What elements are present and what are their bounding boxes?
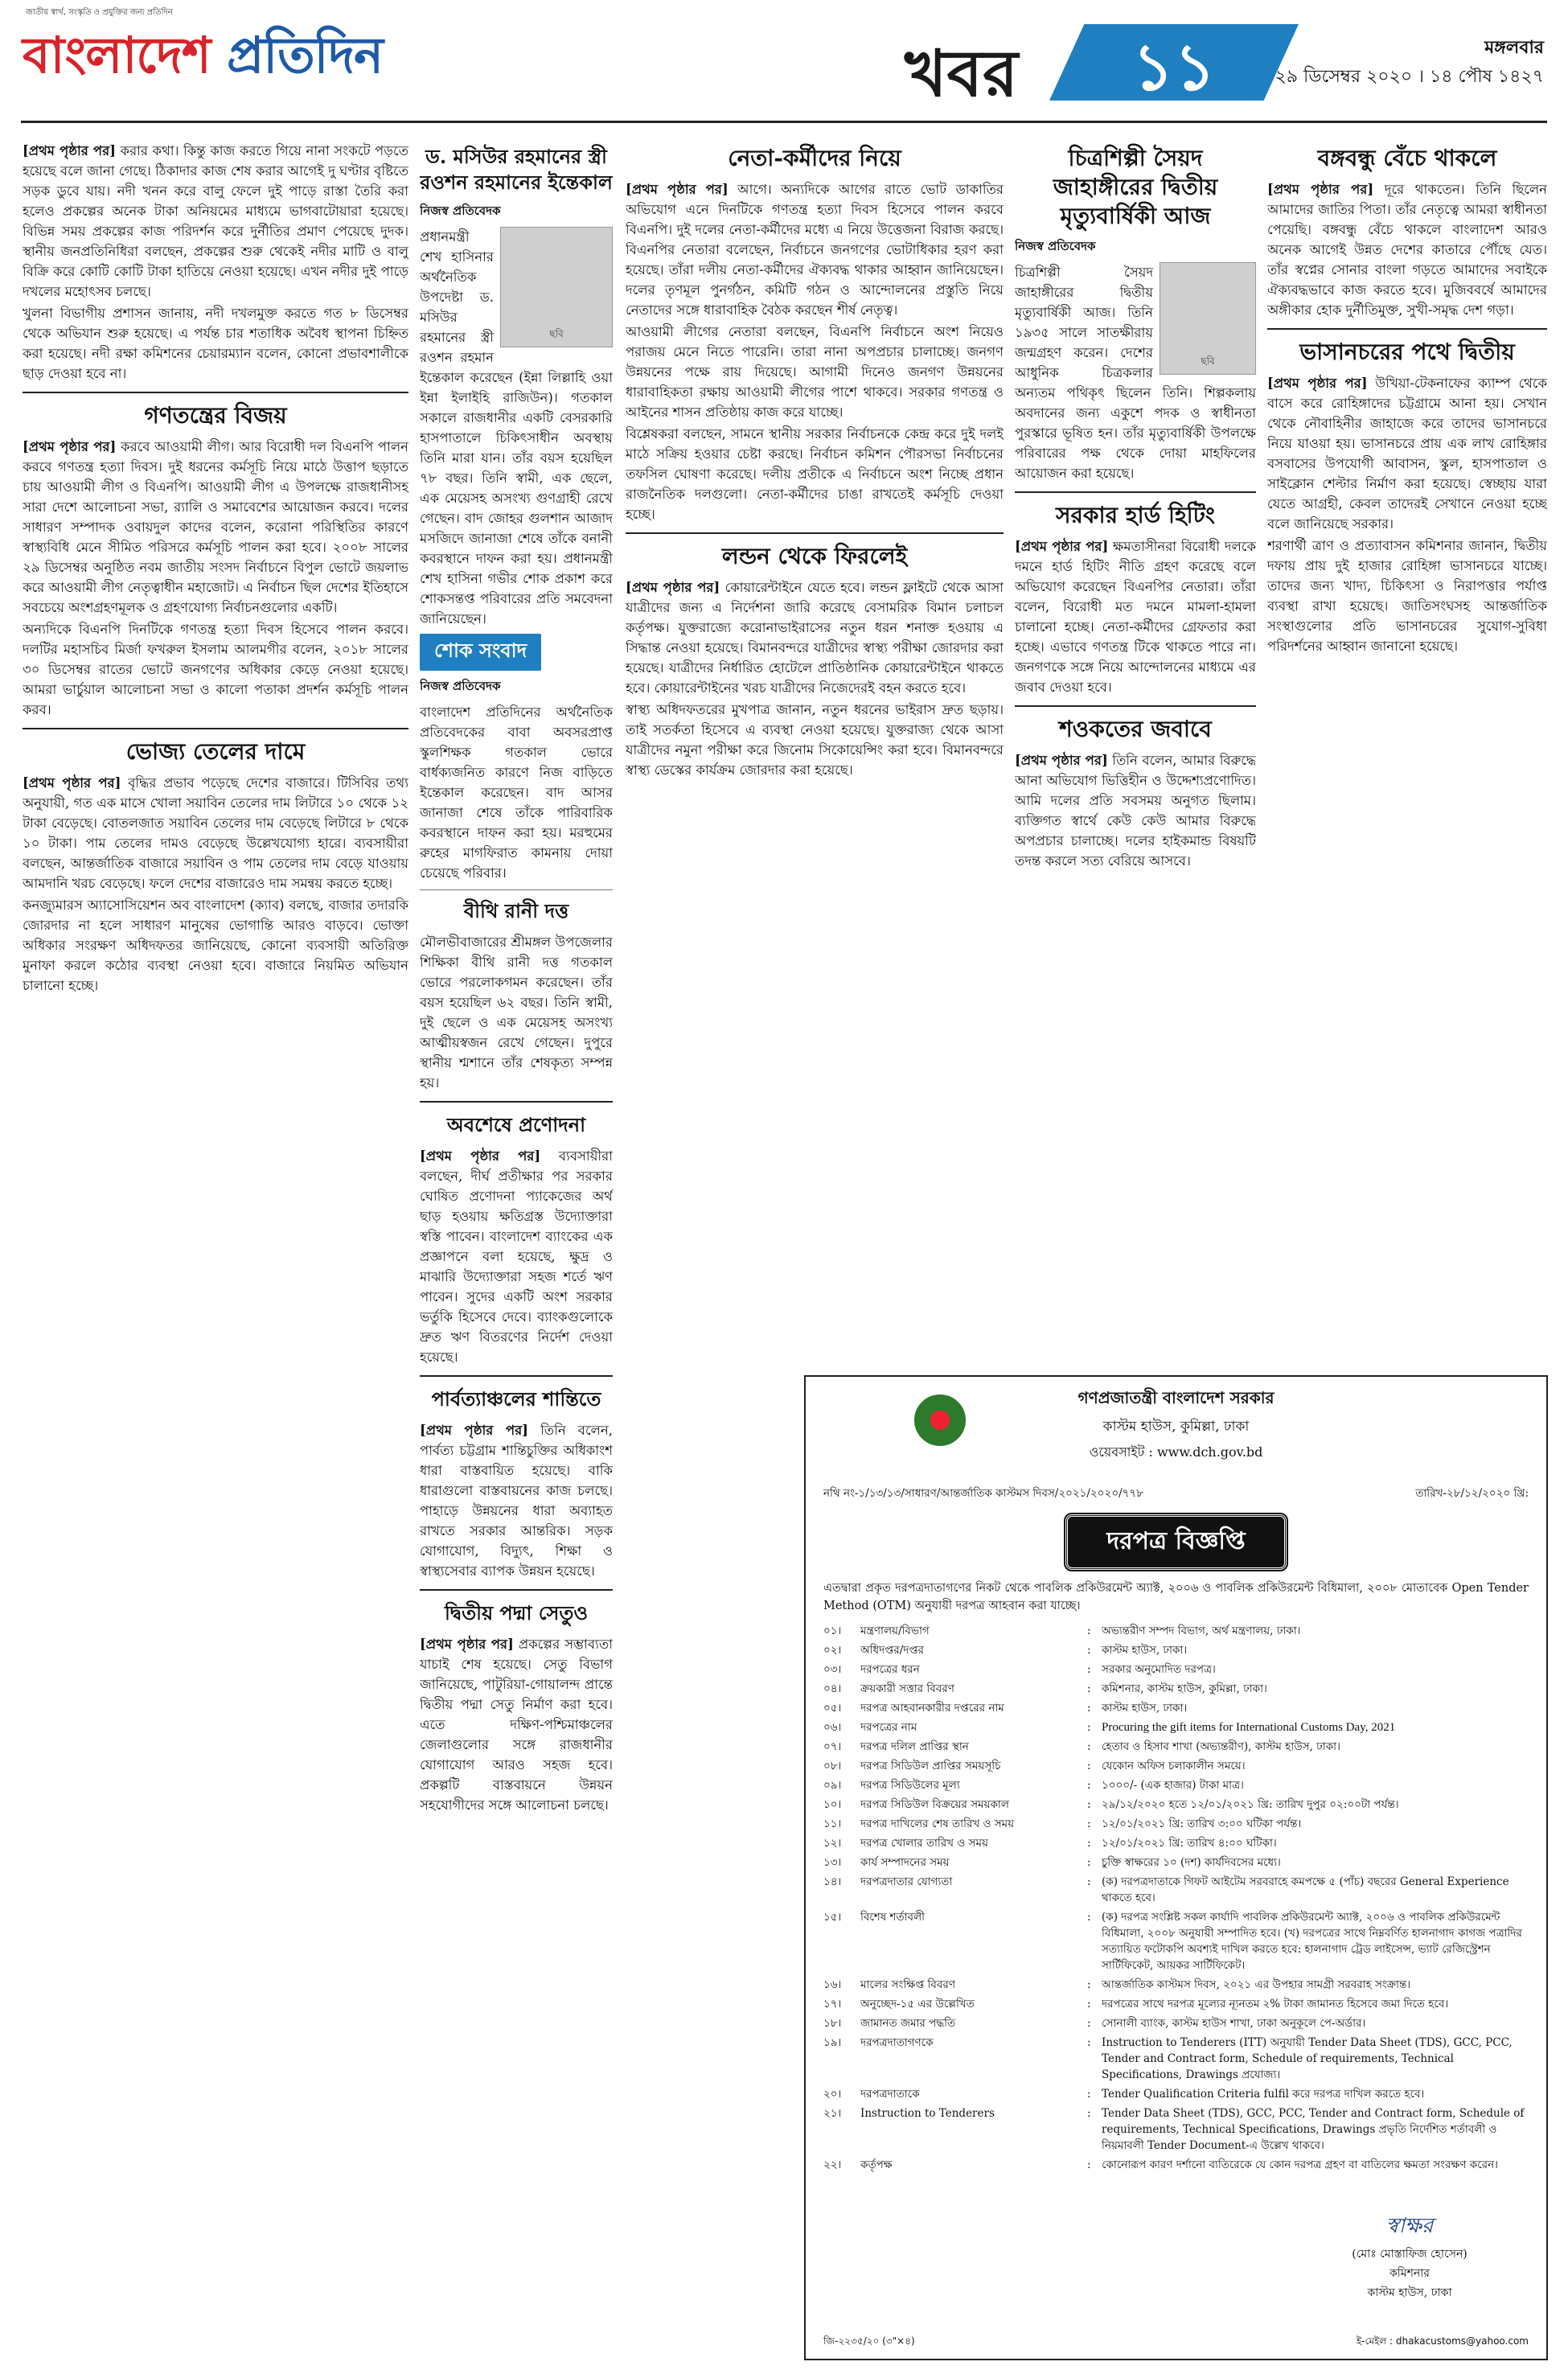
- continued-marker: [প্রথম পৃষ্ঠার পর]: [420, 1423, 528, 1438]
- article-body: অন্যদিকে বিএনপি দিনটিকে গণতন্ত্র হত্যা দিবস হিসেবে পালন করবে। দলটির মহাসচিব মির্জা ফখরুল ইসলাম আলমগীর বলেন, ২০১৮ সালের ৩০ ডিসেম্বর রাতের ভোটে জনগণের অধিকার কেড়ে নেওয়া হয়েছে। আমরা ভার্চুয়াল আলোচনা সভা ও কালো পতাকা প্রদর্শন কর্মসূচি পালন করব।: [23, 622, 408, 717]
- row-number: ২১।: [823, 2107, 842, 2120]
- row-label: দরপত্র সিডিউলের মূল্য: [860, 1779, 960, 1792]
- row-separator: :: [1087, 1978, 1091, 1991]
- article-headline[interactable]: বঙ্গবন্ধু বেঁচে থাকলে: [1317, 145, 1497, 171]
- tender-row: [823, 1994, 1529, 2014]
- row-number: ০৮।: [823, 1760, 842, 1772]
- row-label: অনুচ্ছেদ-১৫ এর উল্লেখিত: [860, 1998, 975, 2011]
- row-label: দরপত্র সিডিউল বিক্রয়ের সময়কাল: [860, 1798, 1009, 1811]
- continued-marker: [প্রথম পৃষ্ঠার পর]: [420, 1637, 514, 1652]
- column-1: [23, 141, 408, 2360]
- article-body: কনজ্যুমারস অ্যাসোসিয়েশন অব বাংলাদেশ (ক্যাব) বলছে, বাজার তদারকি জোরদার না হলে সাধারণ মানুষের ভোগান্তি আরও বাড়বে। ভোক্তা অধিকার সংরক্ষণ অধিদফতর জানিয়েছে, কোনো ব্যবসায়ী অতিরিক্ত মুনাফা করলে কঠোর ব্যবস্থা নেওয়া হবে। বাজারে নিয়মিত অভিযান চালানো হচ্ছে।: [23, 897, 408, 993]
- row-number: ০৫।: [823, 1702, 842, 1715]
- row-value: কাস্টম হাউস, ঢাকা।: [1102, 1644, 1188, 1657]
- tender-intro: এতদ্বারা প্রকৃত দরপত্রদাতাগণের নিকট থেকে পাবলিক প্রকিউরমেন্ট অ্যাক্ট, ২০০৬ ও পাবলিক প্রকিউরমেন্ট বিধিমালা, ২০০৮ মোতাবেক Open Tender Method (OTM) অনুযায়ী দরপত্র আহবান করা যাচ্ছে।: [823, 1582, 1529, 1612]
- article-divider: [1015, 705, 1256, 707]
- article-body: [1015, 536, 1256, 697]
- government-emblem-icon: [914, 1394, 966, 1446]
- tender-row: [823, 1872, 1529, 1908]
- article-text: প্রকল্পের সম্ভাব্যতা যাচাই শেষ হয়েছে। সেতু বিভাগ জানিয়েছে, পাটুরিয়া-গোয়ালন্দ প্রান্তে দ্বিতীয় পদ্মা সেতু নির্মাণ করা হবে। এতে দক্ষিণ-পশ্চিমাঞ্চলের জেলাগুলোর সঙ্গে রাজধানীর যোগাযোগ আরও সহজ হবে। প্রকল্পটি বাস্তবায়নে উন্নয়ন সহযোগীদের সঙ্গে আলোচনা চলছে।: [420, 1637, 613, 1813]
- row-separator: :: [1087, 1837, 1091, 1850]
- article-body: শরণার্থী ত্রাণ ও প্রত্যাবাসন কমিশনার জানান, দ্বিতীয় দফায় প্রায় দুই হাজার রোহিঙ্গা ভাসানচরে যাচ্ছে। তাদের জন্য খাদ্য, চিকিৎসা ও নিরাপত্তার পর্যাপ্ত ব্যবস্থা রাখা হয়েছে। জাতিসংঘসহ আন্তর্জাতিক সংস্থাগুলোর প্রতি ভাসানচরের সুযোগ-সুবিধা পরিদর্শনের আহ্বান জানানো হয়েছে।: [1267, 538, 1547, 654]
- tender-title: দরপত্র বিজ্ঞপ্তি: [1065, 1514, 1286, 1570]
- article-body: [1015, 750, 1256, 871]
- row-separator: :: [1087, 1998, 1091, 2011]
- row-number: ০৩।: [823, 1663, 842, 1676]
- article-divider: [626, 532, 1004, 534]
- article-headline[interactable]: দ্বিতীয় পদ্মা সেতুও: [444, 1601, 589, 1624]
- article-headline[interactable]: ড. মসিউর রহমানের স্ত্রী রওশন রহমানের ইন্তেকাল: [420, 145, 613, 194]
- tender-reference-row: [823, 1485, 1529, 1503]
- article-body: খুলনা বিভাগীয় প্রশাসন জানায়, নদী দখলমুক্ত করতে গত ৮ ডিসেম্বর থেকে অভিযান শুরু হয়েছে। এ পর্যন্ত চার শতাধিক অবৈধ স্থাপনা চিহ্নিত করা হয়েছে। নদী রক্ষা কমিশনের চেয়ারম্যান বলেন, কোনো প্রভাবশালীকে ছাড় দেওয়া হবে না।: [23, 306, 408, 381]
- row-value: Tender Qualification Criteria fulfil করে দরপত্র দাখিল করতে হবে।: [1102, 2088, 1425, 2101]
- article-text: উখিয়া-টেকনাফের ক্যাম্প থেকে বাসে করে রোহিঙ্গাদের চট্টগ্রামে আনা হয়। সেখান থেকে নৌবাহিনীর জাহাজে করে তাদের ভাসানচরে নিয়ে যাওয়া হয়। ভাসানচরে প্রায় এক লাখ রোহিঙ্গার বসবাসের উপযোগী আবাসন, স্কুল, হাসপাতাল ও সাইক্লোন শেল্টার নির্মাণ করা হয়েছে। স্বেচ্ছায় যারা যেতে আগ্রহী, কেবল তাদেরই সেখানে নেওয়া হচ্ছে বলে জানিয়েছে সরকার।: [1267, 376, 1547, 532]
- row-value: আন্তর্জাতিক কাস্টমস দিবস, ২০২১ এর উপহার সামগ্রী সরবরাহ সংক্রান্ত।: [1102, 1978, 1411, 1991]
- signature-mark: স্বাক্ষর: [1385, 2214, 1434, 2238]
- row-separator: :: [1087, 1911, 1091, 1924]
- tender-row: [823, 1776, 1529, 1795]
- continued-marker: [প্রথম পৃষ্ঠার পর]: [23, 143, 116, 158]
- row-number: ২২।: [823, 2158, 842, 2171]
- row-label: দরপত্র দাখিলের শেষ তারিখ ও সময়: [860, 1817, 1015, 1830]
- continued-marker: [প্রথম পৃষ্ঠার পর]: [1015, 539, 1109, 554]
- row-value: অভ্যন্তরীণ সম্পদ বিভাগ, অর্থ মন্ত্রণালয়, ঢাকা।: [1102, 1624, 1301, 1637]
- article-divider: [23, 728, 408, 729]
- tender-row: [823, 1795, 1529, 1814]
- column-4: [1015, 141, 1256, 1363]
- article-divider: [23, 392, 408, 393]
- tender-row: [823, 2033, 1529, 2084]
- row-separator: :: [1087, 1798, 1091, 1811]
- row-separator: :: [1087, 1856, 1091, 1869]
- row-label: Instruction to Tenderers: [860, 2107, 995, 2120]
- article-text: ক্ষমতাসীনরা বিরোধী দলকে দমনে হার্ড হিটিং নীতি গ্রহণ করেছে বলে অভিযোগ করেছেন বিএনপির নেতারা। তাঁরা বলেন, বিরোধী মত দমনে মামলা-হামলা চালানো হচ্ছে। নেতা-কর্মীদের গ্রেফতার করা হচ্ছে। এভাবে গণতন্ত্র টিকে থাকতে পারে না। জনগণকে সঙ্গে নিয়ে আন্দোলনের মাধ্যমে এর জবাব দেওয়া হবে।: [1015, 539, 1256, 695]
- byline: নিজস্ব প্রতিবেদক: [1015, 239, 1096, 253]
- tender-row: [823, 2084, 1529, 2104]
- section-label: শোক সংবাদ: [420, 634, 541, 671]
- tender-office: কাস্টম হাউস, কুমিল্লা, ঢাকা: [1102, 1419, 1250, 1435]
- row-separator: :: [1087, 1779, 1091, 1792]
- row-number: ১৭।: [823, 1998, 842, 2011]
- row-value: দরপত্রের সাথে দরপত্র মূল্যের ন্যূনতম ২% টাকা জামানত হিসেবে জমা দিতে হবে।: [1102, 1998, 1449, 2011]
- row-number: ১৯।: [823, 2036, 842, 2049]
- row-separator: :: [1087, 1760, 1091, 1772]
- row-value: চুক্তি স্বাক্ষরের ১০ (দশ) কার্যদিবসের মধ্যে।: [1102, 1856, 1281, 1869]
- article-headline[interactable]: শওকতের জবাবে: [1059, 716, 1212, 742]
- row-value: ১২/০১/২০২১ খ্রি: তারিখ ৪:০০ ঘটিকা।: [1102, 1837, 1277, 1850]
- section-title: খবর: [905, 35, 1019, 111]
- row-label: বিশেষ শর্তাবলী: [860, 1911, 925, 1924]
- row-label: দরপত্র সিডিউল প্রাপ্তির সময়সূচি: [860, 1760, 1001, 1772]
- article-body: মৌলভীবাজারের শ্রীমঙ্গল উপজেলার শিক্ষিকা বীথি রানী দত্ত গতকাল ভোরে পরলোকগমন করেছেন। তাঁর বয়স হয়েছিল ৬২ বছর। তিনি স্বামী, দুই ছেলে ও এক মেয়েসহ অসংখ্য আত্মীয়স্বজন রেখে গেছেন। দুপুরে স্থানীয় শ্মশানে তাঁর শেষকৃত্য সম্পন্ন হয়।: [420, 934, 613, 1090]
- tender-website[interactable]: ওয়েবসাইট : www.dch.gov.bd: [1089, 1444, 1263, 1460]
- row-number: ০৪।: [823, 1682, 842, 1695]
- article-body: [420, 1146, 613, 1367]
- row-label: অধিদপ্তর/দপ্তর: [860, 1644, 924, 1657]
- row-label: দরপত্রদাতাকে: [860, 2088, 920, 2101]
- row-separator: :: [1087, 1721, 1091, 1734]
- article-headline[interactable]: ভোজ্য তেলের দামে: [125, 738, 306, 765]
- row-number: ০৭।: [823, 1740, 842, 1753]
- row-value: সরকার অনুমোদিত দরপত্র।: [1102, 1663, 1216, 1676]
- row-label: কার্য সম্পাদনের সময়: [860, 1856, 950, 1869]
- row-separator: :: [1087, 2088, 1091, 2101]
- tender-ad-code: জি-২২৩৫/২০ (৩"×৪): [823, 2335, 915, 2347]
- tender-title-wrap: [823, 1514, 1529, 1570]
- row-value: Instruction to Tenderers (ITT) অনুযায়ী Tender Data Sheet (TDS), GCC, PCC, Tender and Contract form, Schedule of requirements, Technical Specifications, Drawings প্রযোজ্য।: [1102, 2036, 1513, 2081]
- tender-email[interactable]: ই-মেইল : dhakacustoms@yahoo.com: [1356, 2335, 1529, 2347]
- article-body: [23, 141, 408, 302]
- article-body: [1267, 373, 1547, 534]
- masthead-divider: [21, 121, 1547, 123]
- article-divider: [420, 1375, 613, 1377]
- row-separator: :: [1087, 1624, 1091, 1637]
- tender-row: [823, 1660, 1529, 1679]
- row-label: মালের সংক্ষিপ্ত বিবরণ: [860, 1978, 956, 1991]
- tender-table: [823, 1621, 1529, 2175]
- issue-date: ২৯ ডিসেম্বর ২০২০ । ১৪ পৌষ ১৪২৭: [1275, 67, 1544, 87]
- row-value: সোনালী ব্যাংক, কাস্টম হাউস শাখা, ঢাকা অনুকূলে পে-অর্ডার।: [1102, 2017, 1366, 2030]
- masthead: [0, 0, 1568, 133]
- continued-marker: [প্রথম পৃষ্ঠার পর]: [1267, 182, 1374, 197]
- row-separator: :: [1087, 2158, 1091, 2171]
- article-headline[interactable]: লন্ডন থেকে ফিরলেই: [721, 543, 908, 569]
- article-headline[interactable]: সরকার হার্ড হিটিং: [1056, 502, 1215, 528]
- article-divider: [420, 1101, 613, 1103]
- article-body: আওয়ামী লীগের নেতারা বলছেন, বিএনপি নির্বাচনে অংশ নিয়েও পরাজয় মেনে নিতে পারেনি। তারা নানা অপপ্রচার চালাচ্ছে। জনগণ উন্নয়নের পক্ষে রায় দিয়েছে। আগামী দিনেও জনগণ উন্নয়নের ধারাবাহিকতা রক্ষায় আওয়ামী লীগের পাশে থাকবে। সরকার গণতন্ত্র ও আইনের শাসন প্রতিষ্ঠায় কাজ করে যাচ্ছে।: [626, 324, 1004, 420]
- page-number: ১১: [1132, 29, 1216, 105]
- article-divider: [420, 889, 613, 890]
- row-number: ০২।: [823, 1644, 842, 1657]
- article-body: [23, 437, 408, 618]
- article-text: তিনি বলেন, পার্বত্য চট্টগ্রাম শান্তিচুক্তির অধিকাংশ ধারা বাস্তবায়িত হয়েছে। বাকি ধারাগুলো বাস্তবায়নের কাজ চলছে। পাহাড়ে উন্নয়নের ধারা অব্যাহত রাখতে সরকার আন্তরিক। সড়ক যোগাযোগ, বিদ্যুৎ, শিক্ষা ও স্বাস্থ্যসেবার ব্যাপক উন্নয়ন হয়েছে।: [420, 1423, 613, 1579]
- tender-signature-block: [1305, 2209, 1514, 2302]
- row-number: ১১।: [823, 1817, 842, 1830]
- row-number: ০৯।: [823, 1779, 842, 1792]
- row-number: ১০।: [823, 1798, 842, 1811]
- continued-marker: [প্রথম পৃষ্ঠার পর]: [420, 1148, 541, 1164]
- row-value: (ক) দরপত্রদাতাকে গিফট আইটেম সরবরাহে কমপক্ষে ৫ (পাঁচ) বছরের General Experience থাকতে হবে।: [1102, 1875, 1509, 1904]
- row-number: ২০।: [823, 2088, 842, 2101]
- article-text: কোয়ারেন্টাইনে যেতে হবে। লন্ডন ফ্লাইটে থেকে আসা যাত্রীদের জন্য এ নির্দেশনা জারি করেছে বেসামরিক বিমান চলাচল কর্তৃপক্ষ। যুক্তরাজ্যে করোনাভাইরাসের নতুন ধরন শনাক্ত হওয়ায় এ সিদ্ধান্ত নেওয়া হয়েছে। বিমানবন্দরে যাত্রীদের স্বাস্থ্য পরীক্ষা জোরদার করা হয়েছে। যাত্রীদের নির্ধারিত হোটেলে প্রাতিষ্ঠানিক কোয়ারেন্টাইনে থাকতে হবে। কোয়ারেন্টাইনের খরচ যাত্রীদের নিজেদেরই বহন করতে হবে।: [626, 580, 1004, 696]
- tender-row: [823, 1814, 1529, 1834]
- row-label: দরপত্রদাতাগণকে: [860, 2036, 934, 2049]
- tender-row: [823, 1679, 1529, 1698]
- tender-reference: নথি নং-১/১৩/১৩/সাধারণ/আন্তর্জাতিক কাস্টমস দিবস/২০২১/২০২০/৭৭৮: [823, 1487, 1143, 1500]
- article-text: আগে। অন্যদিকে আগের রাতে ভোট ডাকাতির অভিযোগ এনে দিনটিকে গণতন্ত্র হত্যা দিবস হিসেবে পালন করবে বিএনপি। দুই দলের নেতা-কর্মীদের মধ্যে এ নিয়ে উত্তেজনা বিরাজ করছে। বিএনপির নেতারা বলেছেন, নির্বাচনে জনগণের ভোটাধিকার হরণ করা হয়েছে। তাঁরা দলীয় নেতা-কর্মীদের ঐক্যবদ্ধ থাকার আহ্বান জানিয়েছেন। দলের তৃণমূল পুনর্গঠন, কমিটি গঠন ও আন্দোলনের প্রস্তুতি নিয়ে নেতাদের সঙ্গে ধারাবাহিক বৈঠক করছেন শীর্ষ নেতৃত্ব।: [626, 182, 1004, 318]
- row-value: Tender Data Sheet (TDS), GCC, PCC, Tender and Contract form, Schedule of requirements, Technical Specifications, Drawings প্রভৃতি নির্দেশিত শর্তাবলী ও নিয়মাবলী Tender Document-এ উল্লেখ থাকবে।: [1102, 2107, 1525, 2152]
- row-number: ১৩।: [823, 1856, 842, 1869]
- article-headline[interactable]: ভাসানচরের পথে দ্বিতীয়: [1299, 339, 1515, 365]
- continued-marker: [প্রথম পৃষ্ঠার পর]: [23, 775, 121, 791]
- article-body: চিত্রশিল্পী সৈয়দ জাহাঙ্গীরের দ্বিতীয় মৃত্যুবার্ষিকী আজ। তিনি ১৯৩৫ সালে সাতক্ষীরায় জন্মগ্রহণ করেন। দেশের আধুনিক চিত্রকলার অন্যতম পথিকৃৎ ছিলেন তিনি। শিল্পকলায় অবদানের জন্য একুশে পদক ও স্বাধীনতা পুরস্কারে ভূষিত হন। তাঁর মৃত্যুবার্ষিকী উপলক্ষে পরিবারের পক্ষ থেকে দোয়া মাহফিলের আয়োজন করা হয়েছে।: [1015, 265, 1256, 481]
- byline: নিজস্ব প্রতিবেদক: [420, 679, 501, 693]
- tender-row: [823, 1908, 1529, 1975]
- brand-tagline: জাতীয় স্বার্থ, সংস্কৃতি ও প্রযুক্তির জন্য প্রতিদিন: [26, 8, 173, 17]
- column-5: [1267, 141, 1547, 1363]
- continued-marker: [প্রথম পৃষ্ঠার পর]: [1015, 753, 1108, 768]
- row-separator: :: [1087, 1817, 1091, 1830]
- continued-marker: [প্রথম পৃষ্ঠার পর]: [626, 182, 729, 197]
- row-value: যেকোন অফিস চলাকালীন সময়ে।: [1102, 1760, 1246, 1772]
- row-value: (ক) দরপত্র সংশ্লিষ্ট সকল কার্যাদি পাবলিক প্রকিউরমেন্ট অ্যাক্ট, ২০০৬ ও পাবলিক প্রকিউরমেন্ট বিধিমালা, ২০০৮ অনুযায়ী সম্পাদিত হবে। (খ) দরপত্রের সাথে নিম্নবর্ণিত হালনাগাদ কাগজ পত্রাদির সত্যায়িত ফটোকপি অবশ্যই দাখিল করতে হবে: হালনাগাদ ট্রেড লাইসেন্স, ভ্যাট রেজিস্ট্রেশন সার্টিফিকেট, আয়কর সার্টিফিকেট।: [1102, 1911, 1522, 1972]
- row-number: ০৬।: [823, 1721, 842, 1734]
- byline: নিজস্ব প্রতিবেদক: [420, 203, 501, 218]
- logo-first-word: বাংলাদেশ: [23, 26, 211, 84]
- article-body: স্বাস্থ্য অধিদফতরের মুখপাত্র জানান, নতুন ধরনের ভাইরাস দ্রুত ছড়ায়। তাই সতর্কতা হিসেবে এ ব্যবস্থা নেওয়া হয়েছে। যুক্তরাজ্য থেকে আসা যাত্রীদের নমুনা পরীক্ষা করে জিনোম সিকোয়েন্সিং করা হবে। বিমানবন্দরে স্বাস্থ্য ডেস্কের কার্যক্রম জোরদার করা হয়েছে।: [626, 702, 1004, 778]
- article-body: বাংলাদেশ প্রতিদিনের অর্থনৈতিক প্রতিবেদকের বাবা অবসরপ্রাপ্ত স্কুলশিক্ষক গতকাল ভোরে বার্ধক্যজনিত কারণে নিজ বাড়িতে ইন্তেকাল করেছেন। বাদ আসর জানাজা শেষে তাঁকে পারিবারিক কবরস্থানে দাফন করা হয়। মরহুমের রুহের মাগফিরাত কামনায় দোয়া চেয়েছে পরিবার।: [420, 704, 613, 881]
- article-body: [1267, 179, 1547, 320]
- row-value: ১০০০/- (এক হাজার) টাকা মাত্র।: [1102, 1779, 1244, 1792]
- row-label: ক্রয়কারী সত্তার বিবরণ: [860, 1682, 954, 1695]
- row-value: কমিশনার, কাস্টম হাউস, কুমিল্লা, ঢাকা।: [1102, 1682, 1267, 1695]
- row-label: দরপত্রদাতার যোগ্যতা: [860, 1875, 953, 1888]
- article-text: দূরে থাকতেন। তিনি ছিলেন আমাদের জাতির পিতা। তাঁর নেতৃত্বে আমরা স্বাধীনতা পেয়েছি। বঙ্গবন্ধু বেঁচে থাকলে বাংলাদেশ আরও অনেক আগেই উন্নত দেশের কাতারে পৌঁছে যেত। তাঁর স্বপ্নের সোনার বাংলা গড়তে আমাদের সবাইকে ঐক্যবদ্ধভাবে কাজ করতে হবে। মুজিববর্ষে আমাদের অঙ্গীকার হোক দুর্নীতিমুক্ত, সুখী-সমৃদ্ধ দেশ গড়া।: [1267, 182, 1547, 318]
- tender-row: [823, 2014, 1529, 2033]
- article-body: [420, 1634, 613, 1815]
- article-divider: [420, 1589, 613, 1591]
- portrait-photo: ছবি: [1160, 262, 1256, 375]
- row-value: হেতাব ও হিসাব শাখা (অভ্যন্তরীণ), কাস্টম হাউস, ঢাকা।: [1102, 1740, 1340, 1753]
- row-separator: :: [1087, 2107, 1091, 2120]
- tender-footer: [823, 2335, 1529, 2351]
- continued-marker: [প্রথম পৃষ্ঠার পর]: [1267, 376, 1368, 391]
- article-divider: [1267, 328, 1547, 330]
- article-text: ব্যবসায়ীরা বলছেন, দীর্ঘ প্রতীক্ষার পর সরকার ঘোষিত প্রণোদনা প্যাকেজের অর্থ ছাড় হওয়ায় ক্ষতিগ্রস্ত উদ্যোক্তারা স্বস্তি পাবেন। বাংলাদেশ ব্যাংকের এক প্রজ্ঞাপনে বলা হয়েছে, ক্ষুদ্র ও মাঝারি উদ্যোক্তারা সহজ শর্তে ঋণ পাবেন। সুদের একটি অংশ সরকার ভর্তুকি হিসেবে দেবে। ব্যাংকগুলোকে দ্রুত ঋণ বিতরণের নির্দেশ দেওয়া হয়েছে।: [420, 1148, 613, 1365]
- article-headline[interactable]: অবশেষে প্রণোদনা: [446, 1113, 586, 1136]
- article-body: [626, 179, 1004, 320]
- row-separator: :: [1087, 1702, 1091, 1715]
- row-number: ০১।: [823, 1624, 842, 1637]
- row-value: ১২/০১/২০২১ খ্রি: তারিখ ৩:০০ ঘটিকা পর্যন্ত।: [1102, 1817, 1302, 1830]
- logo-second-word: প্রতিদিন: [210, 26, 383, 84]
- row-separator: :: [1087, 2036, 1091, 2049]
- row-separator: :: [1087, 1682, 1091, 1695]
- row-value: কাস্টম হাউস, ঢাকা।: [1102, 1702, 1188, 1715]
- row-number: ১৪।: [823, 1875, 842, 1888]
- continued-marker: [প্রথম পৃষ্ঠার পর]: [626, 580, 720, 595]
- signatory-name: (মোঃ মোস্তাফিজ হোসেন): [1352, 2248, 1467, 2261]
- article-text: বৃদ্ধির প্রভাব পড়েছে দেশের বাজারে। টিসিবির তথ্য অনুযায়ী, গত এক মাসে খোলা সয়াবিন তেলের দাম লিটারে ১০ থেকে ১২ টাকা বেড়েছে। বোতলজাত সয়াবিন তেলের দাম বেড়েছে লিটারে ৮ থেকে ১০ টাকা। পাম তেলের দামও বেড়েছে উল্লেখযোগ্য হারে। ব্যবসায়ীরা বলছেন, আন্তর্জাতিক বাজারে সয়াবিন ও পাম তেলের দাম বেড়ে যাওয়ায় আমদানি খরচ বেড়েছে। ফলে দেশের বাজারেও দাম সমন্বয় করতে হচ্ছে।: [23, 775, 408, 891]
- tender-notice: [804, 1375, 1548, 2360]
- signatory-office: কাস্টম হাউস, ঢাকা: [1367, 2286, 1452, 2299]
- article-text: তিনি বলেন, আমার বিরুদ্ধে আনা অভিযোগ ভিত্তিহীন ও উদ্দেশ্যপ্রণোদিত। আমি দলের প্রতি সবসময় অনুগত ছিলাম। ব্যক্তিগত স্বার্থে কেউ কেউ আমার বিরুদ্ধে অপপ্রচার চালাচ্ছে। দলের হাইকমান্ড বিষয়টি তদন্ত করলে সত্য বেরিয়ে আসবে।: [1015, 753, 1256, 869]
- article-body: [626, 577, 1004, 698]
- portrait-photo: ছবি: [500, 227, 613, 347]
- article-headline[interactable]: চিত্রশিল্পী সৈয়দ জাহাঙ্গীরের দ্বিতীয় মৃত্যুবার্ষিকী আজ: [1053, 145, 1218, 229]
- article-body: বিশ্লেষকরা বলছেন, সামনে স্থানীয় সরকার নির্বাচনকে কেন্দ্র করে দুই দলই মাঠে সক্রিয় হওয়ার চেষ্টা করছে। নির্বাচন কমিশন পৌরসভা নির্বাচনের তফসিল ঘোষণা করেছে। দলীয় প্রতীকে এ নির্বাচনে অংশ নিচ্ছে প্রধান রাজনৈতিক দলগুলো। নেতা-কর্মীদের চাঙা রাখতেই কর্মসূচি দেওয়া হচ্ছে।: [626, 426, 1004, 522]
- article-headline[interactable]: পার্বত্যাঞ্চলের শান্তিতে: [431, 1387, 601, 1411]
- row-separator: :: [1087, 2017, 1091, 2030]
- article-text: করবে আওয়ামী লীগ। আর বিরোধী দল বিএনপি পালন করবে গণতন্ত্র হত্যা দিবস। দুই ধরনের কর্মসূচি নিয়ে মাঠে উত্তাপ ছড়াতে চায় আওয়ামী লীগ ও বিএনপি। আওয়ামী লীগ এ উপলক্ষে রাজধানীসহ সারা দেশে আলোচনা সভা, র‍্যালি ও সমাবেশের আয়োজন করবে। দলের সাধারণ সম্পাদক ওবায়দুল কাদের বলেন, করোনা পরিস্থিতির কারণে স্বাস্থ্যবিধি মেনে সীমিত পরিসরে কর্মসূচি পালন করা হবে। ২০০৮ সালের ২৯ ডিসেম্বর অনুষ্ঠিত নবম জাতীয় সংসদ নির্বাচনে বিপুল ভোটে জয়লাভ করে আওয়ামী লীগ নেতৃত্বাধীন মহাজোট। এ নির্বাচন ছিল দেশের ইতিহাসে সবচেয়ে অংশগ্রহণমূলক ও গ্রহণযোগ্য নির্বাচনগুলোর একটি।: [23, 439, 408, 615]
- tender-row: [823, 1621, 1529, 1641]
- tender-row: [823, 1718, 1529, 1737]
- row-number: ১৬।: [823, 1978, 842, 1991]
- row-value: কোনোরূপ কারণ দর্শানো ব্যতিরেকে যে কোন দরপত্র গ্রহণ বা বাতিলের ক্ষমতা সংরক্ষণ করেন।: [1102, 2158, 1498, 2171]
- article-divider: [1015, 491, 1256, 493]
- article-headline[interactable]: নেতা-কর্মীদের নিয়ে: [728, 145, 901, 171]
- row-value: Procuring the gift items for International Customs Day, 2021: [1102, 1721, 1396, 1734]
- issue-day: মঙ্গলবার: [1484, 37, 1544, 58]
- article-headline[interactable]: গণতন্ত্রের বিজয়: [144, 402, 287, 429]
- tender-reference-date: তারিখ-২৮/১২/২০২০ খ্রি:: [1415, 1487, 1529, 1500]
- row-separator: :: [1087, 1740, 1091, 1753]
- tender-row: [823, 1853, 1529, 1872]
- row-number: ১৮।: [823, 2017, 842, 2030]
- row-number: ১৫।: [823, 1911, 842, 1924]
- tender-row: [823, 1975, 1529, 1994]
- row-separator: :: [1087, 1644, 1091, 1657]
- row-label: দরপত্রের নাম: [860, 1721, 917, 1734]
- tender-government: গণপ্রজাতন্ত্রী বাংলাদেশ সরকার: [1077, 1388, 1275, 1407]
- tender-row: [823, 1737, 1529, 1756]
- tender-row: [823, 1756, 1529, 1776]
- row-label: কর্তৃপক্ষ: [860, 2158, 893, 2171]
- article-body: [23, 773, 408, 893]
- row-separator: :: [1087, 1875, 1091, 1888]
- row-label: দরপত্র দলিল প্রাপ্তির স্থান: [860, 1740, 969, 1753]
- row-separator: :: [1087, 1663, 1091, 1676]
- row-label: জামানত জমার পদ্ধতি: [860, 2017, 956, 2030]
- tender-row: [823, 2104, 1529, 2155]
- row-label: দরপত্র আহবানকারীর দপ্তরের নাম: [860, 1702, 1004, 1715]
- continued-marker: [প্রথম পৃষ্ঠার পর]: [23, 439, 117, 454]
- row-label: মন্ত্রণালয়/বিভাগ: [860, 1624, 930, 1637]
- article-body: প্রধানমন্ত্রী শেখ হাসিনার অর্থনৈতিক উপদেষ্টা ড. মসিউর রহমানের স্ত্রী রওশন রহমান ইন্তেকাল করেছেন (ইন্না লিল্লাহি ওয়া ইন্না ইলাইহি রাজিউন)। গতকাল সকালে রাজধানীর একটি বেসরকারি হাসপাতালে চিকিৎসাধীন অবস্থায় তিনি মারা যান। তাঁর বয়স হয়েছিল ৭৮ বছর। তিনি স্বামী, এক ছেলে, এক মেয়েসহ অসংখ্য গুণগ্রাহী রেখে গেছেন। বাদ জোহর গুলশান আজাদ মসজিদে জানাজা শেষে তাঁকে বনানী কবরস্থানে দাফন করা হয়। প্রধানমন্ত্রী শেখ হাসিনা গভীর শোক প্রকাশ করে শোকসন্তপ্ত পরিবারের প্রতি সমবেদনা জানিয়েছেন।: [420, 229, 613, 626]
- tender-row: [823, 1698, 1529, 1718]
- article-body: [420, 1420, 613, 1581]
- column-2: [420, 141, 613, 2360]
- column-3: [626, 141, 1004, 1363]
- row-label: দরপত্রের ধরন: [860, 1663, 920, 1676]
- tender-row: [823, 1641, 1529, 1660]
- article-text: করার কথা। কিন্তু কাজ করতে গিয়ে নানা সংকটে পড়তে হয়েছে বলে জানা গেছে। ঠিকাদার কাজ শেষ করার আগেই দু ঘণ্টার বৃষ্টিতে সড়ক ডুবে যায়। নদী খনন করে বালু ফেলে দুই পাড়ে রাস্তা তৈরি করা হলেও প্রকল্পের অনেক টাকা অনিয়মের মাধ্যমে ভাগবাটোয়ারা হয়েছে। বিভিন্ন সময় প্রকল্পের কাজ পরিদর্শন করে দুর্নীতির প্রমাণ পেয়েছে দুদক। স্থানীয় জনপ্রতিনিধিরা বলছেন, প্রকল্পের শুরু থেকেই নদীর মাটি ও বালু বিক্রি করে কোটি কোটি টাকা হাতিয়ে নেওয়া হয়েছে। এখন নদীর দুই পাড়ে দখলের মহোৎসব চলছে।: [23, 143, 408, 299]
- row-number: ১২।: [823, 1837, 842, 1850]
- newspaper-logo[interactable]: [23, 18, 383, 101]
- signatory-title: কমিশনার: [1389, 2267, 1430, 2280]
- tender-row: [823, 2155, 1529, 2175]
- row-label: দরপত্র খোলার তারিখ ও সময়: [860, 1837, 988, 1850]
- row-value: ২৯/১২/২০২০ হতে ১২/০১/২০২১ খ্রি: তারিখ দুপুর ০২:০০টা পর্যন্ত।: [1102, 1798, 1399, 1811]
- tender-row: [823, 1834, 1529, 1853]
- article-headline[interactable]: বীথি রানী দত্ত: [463, 899, 569, 922]
